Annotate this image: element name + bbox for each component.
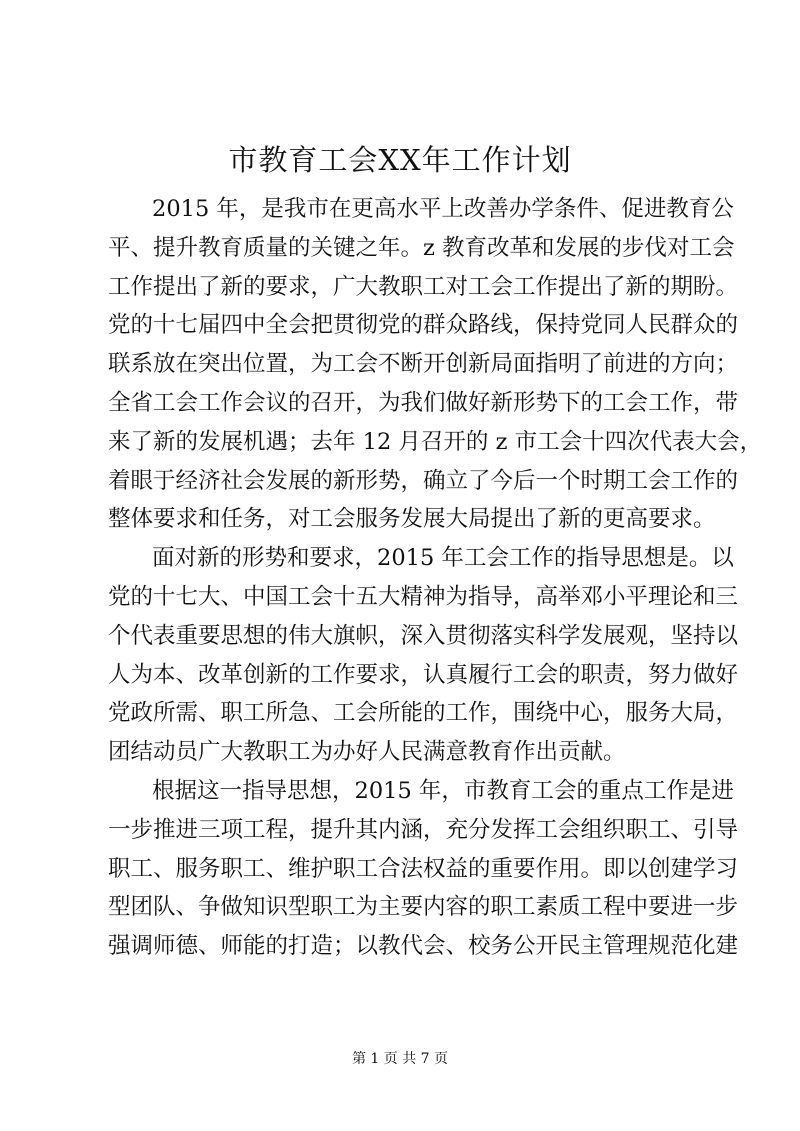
paragraph-3-line-4: 型团队、争做知识型职工为主要内容的职工素质工程中要进一步 <box>108 894 739 921</box>
paragraph-1-line-7: 来了新的发展机遇；去年 12 月召开的 z 市工会十四次代表大会， <box>108 428 763 455</box>
paragraph-1-line-4: 党的十七届四中全会把贯彻党的群众路线，保持党同人民群众的 <box>108 312 739 339</box>
document-title: 市教育工会XX年工作计划 <box>228 143 572 177</box>
paragraph-2-line-6: 团结动员广大教职工为办好人民满意教育作出贡献。 <box>108 739 626 766</box>
paragraph-3-line-1: 根据这一指导思想，2015 年，市教育工会的重点工作是进 <box>152 777 734 804</box>
paragraph-1-line-9: 整体要求和任务，对工会服务发展大局提出了新的更高要求。 <box>108 506 716 533</box>
paragraph-1-line-5: 联系放在突出位置，为工会不断开创新局面指明了前进的方向； <box>108 351 739 378</box>
paragraph-3-line-5: 强调师德、师能的打造；以教代会、校务公开民主管理规范化建 <box>108 933 739 960</box>
paragraph-1-line-6: 全省工会工作会议的召开，为我们做好新形势下的工会工作，带 <box>108 389 739 416</box>
paragraph-3-line-2: 一步推进三项工程，提升其内涵，充分发挥工会组织职工、引导 <box>108 816 739 843</box>
document-body <box>108 190 763 966</box>
paragraph-1-line-8: 着眼于经济社会发展的新形势，确立了今后一个时期工会工作的 <box>108 467 739 494</box>
paragraph-2-line-1: 面对新的形势和要求，2015 年工会工作的指导思想是。以 <box>152 545 734 572</box>
paragraph-2-line-4: 人为本、改革创新的工作要求，认真履行工会的职责，努力做好 <box>108 661 739 688</box>
paragraph-1-line-3: 工作提出了新的要求，广大教职工对工会工作提出了新的期盼。 <box>108 273 739 300</box>
paragraph-1-line-2: 平、提升教育质量的关键之年。z 教育改革和发展的步伐对工会 <box>108 234 735 261</box>
paragraph-2-line-5: 党政所需、职工所急、工会所能的工作，围绕中心，服务大局， <box>108 700 739 727</box>
paragraph-3-line-3: 职工、服务职工、维护职工合法权益的重要作用。即以创建学习 <box>108 855 739 882</box>
paragraph-2-line-2: 党的十七大、中国工会十五大精神为指导，高举邓小平理论和三 <box>108 583 739 610</box>
page-number-footer: 第 1 页 共 7 页 <box>351 1051 449 1067</box>
paragraph-2-line-3: 个代表重要思想的伟大旗帜，深入贯彻落实科学发展观，坚持以 <box>108 622 739 649</box>
paragraph-1-line-1: 2015 年，是我市在更高水平上改善办学条件、促进教育公 <box>152 196 734 222</box>
